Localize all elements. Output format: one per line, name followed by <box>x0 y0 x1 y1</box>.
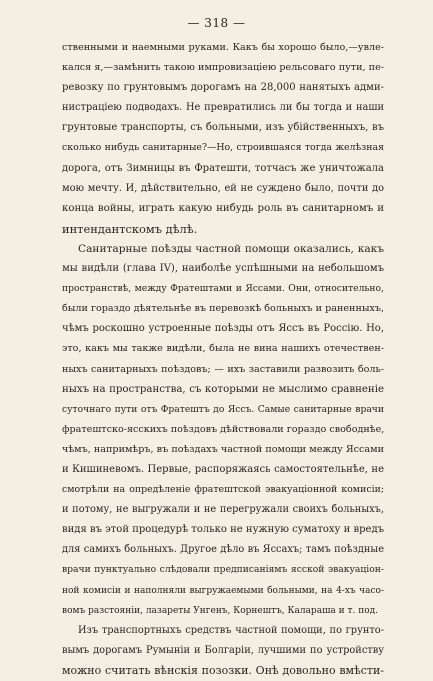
text-line: вымъ дорогамъ Румынiи и Болгарiи, лучшими по устройству <box>62 644 384 656</box>
text-line: мы видѣли (глава IV), наиболѣе успѣшными на небольшомъ <box>62 263 384 275</box>
text-line: вомъ разстоянiи, лазареты Унгенъ, Корнештъ, Калараша и т. под. <box>62 605 379 616</box>
paragraph <box>62 38 384 239</box>
text-line: можно считать вѣнскiя позозки. Онѣ довольно вмѣсти- <box>62 663 384 677</box>
text-line: ственными и наемными руками. Какъ бы хорошо было,—увле- <box>62 42 384 53</box>
text-line: ныхъ санитарныхъ поѣздовъ; — ихъ заставили развозить боль- <box>62 363 384 375</box>
text-line: видя въ этой процедурѣ только не нужную суматоху и вредъ <box>62 524 384 536</box>
text-line: дорога, отъ Зимницы въ Фратешти, тотчасъ же уничтожала <box>62 162 384 174</box>
text-line: пространствѣ, между Фратештами и Яссами. Они, относительно, <box>62 283 384 295</box>
paragraph <box>62 239 384 621</box>
text-line: чѣмъ, напримѣръ, въ поѣздахъ частной помощи между Яссами <box>62 443 384 455</box>
text-line: фратештско-ясскихъ поѣздовъ дѣйствовали гораздо свободнѣе, <box>62 423 384 435</box>
text-line: конца войны, играть какую нибудь роль въ санитарномъ и <box>62 202 384 214</box>
text-line: нистрацiею подводахъ. Не превратились ли бы тогда и наши <box>62 102 384 114</box>
text-line: ной комисiи и наполняли выгружаемыми больными, на 4-хъ часо- <box>62 585 384 596</box>
text-line: грунтовые транспорты, съ больными, изъ убiйственныхъ, въ <box>62 122 384 134</box>
text-line: кался я,—замѣнить такою импровизацiею рельсоваго пути, пе- <box>62 62 384 74</box>
text-line: мою мечту. И, дѣйствительно, ей не суждено было, почти до <box>62 182 384 194</box>
text-line: врачи пунктуально слѣдовали предписанiямъ ясской эвакуацiон- <box>62 564 384 576</box>
page-number: — 318 — <box>187 16 246 30</box>
text-line: и потому, не выгружали и не перегружали своихъ больныхъ, <box>62 504 384 516</box>
text-line: ныхъ на пространства, съ которыми не мыслимо сравненiе <box>62 383 384 395</box>
text-line: для самихъ больныхъ. Другое дѣло въ Яссахъ; тамъ поѣздные <box>62 544 384 556</box>
text-line: суточнаго пути отъ Фратештъ до Яссъ. Самые санитарные врачи <box>62 403 384 415</box>
text-line: были гораздо дѣятельнѣе въ перевозкѣ больныхъ и раненныхъ, <box>62 303 384 315</box>
page-body-text <box>62 38 384 681</box>
text-line: сколько нибудь санитарные?—Но, строившаяся тогда желѣзная <box>62 142 384 154</box>
text-line: и Кишиневомъ. Первые, распоряжаясь самостоятельнѣе, не <box>62 463 384 475</box>
text-line: интендантскомъ дѣлѣ. <box>62 221 198 236</box>
text-line: чѣмъ роскошно устроенные поѣзды отъ Яссъ въ Россiю. Но, <box>62 323 384 335</box>
text-line: ревозку по грунтовымъ дорогамъ на 28,000 нанятыхъ адми- <box>62 82 384 94</box>
paragraph <box>62 621 384 681</box>
text-line: смотрѣли на опредѣленiе фратештской эвакуацiонной комисiи; <box>62 484 384 496</box>
text-line: Санитарные поѣзды частной помощи оказались, какъ <box>78 242 384 255</box>
text-line: это, какъ мы также видѣли, была не вина нашихъ отечествен- <box>62 343 384 355</box>
text-line: Изъ транспортныхъ средствъ частной помощи, по грунто- <box>78 624 384 636</box>
